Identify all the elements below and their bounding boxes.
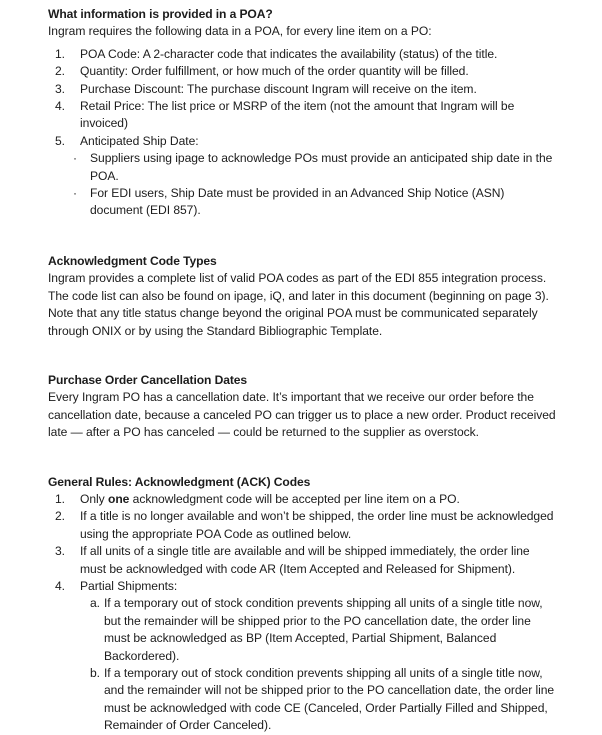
list-marker: b.	[90, 666, 100, 680]
spacer	[48, 237, 556, 253]
list-marker: 1.	[55, 491, 65, 506]
list-item	[90, 665, 556, 735]
list-item	[48, 578, 556, 595]
spacer	[48, 442, 556, 459]
bullet-dot-icon: ·	[73, 151, 77, 166]
spacer	[48, 357, 556, 372]
paragraph-po-cancellation-dates: Every Ingram PO has a cancellation date. It’s important that we receive our order before the cancellation date, because a canceled PO can trigger us to place a new order. Product received late — after a PO has canceled — could be returned to the supplier as overstock.	[48, 390, 556, 440]
list-item-text: If a title is no longer available and won’t be shipped, the order line must be acknowledged using the appropriate POA Code as outlined below.	[80, 509, 554, 541]
list-item	[48, 133, 556, 150]
list-marker: 2.	[55, 509, 65, 524]
section-heading-general-rules-ack-codes: General Rules: Acknowledgment (ACK) Codes	[48, 474, 311, 489]
paragraph-poa-intro: Ingram requires the following data in a POA, for every line item on a PO:	[48, 24, 432, 39]
list-marker: 3.	[55, 544, 65, 559]
list-item-text: If a temporary out of stock condition prevents shipping all units of a single title now, and the remainder will not be shipped prior to the PO cancellation date, the order line must be acknowledged with code CE (Canceled, Order Partially Filled and Shipped, Remainder of Order Canceled).	[104, 666, 555, 733]
rule-emphasis-one: one	[107, 491, 130, 506]
list-item-text	[80, 492, 460, 506]
rule-text-after-bold: acknowledgment code will be accepted per line item on a PO.	[129, 491, 460, 506]
list-item-text: Partial Shipments:	[80, 578, 178, 593]
section-heading-poa-info: What information is provided in a POA?	[48, 7, 273, 21]
list-item-text: Quantity: Order fulfillment, or how much of the order quantity will be filled.	[80, 64, 469, 79]
list-item-text: If a temporary out of stock condition prevents shipping all units of a single title now, but the remainder will be shipped prior to the PO cancellation date, the order line must be acknowledged as BP (Item Accepted, Partial Shipment, Balanced Backordered).	[104, 596, 543, 663]
list-item	[69, 185, 556, 220]
list-marker: a.	[90, 596, 100, 611]
list-item	[48, 98, 556, 133]
list-marker: 1.	[55, 46, 65, 61]
section-heading-po-cancellation-dates: Purchase Order Cancellation Dates	[48, 372, 248, 387]
list-item	[48, 543, 556, 578]
list-ship-date-bullets	[48, 150, 556, 220]
section-heading-ack-code-types: Acknowledgment Code Types	[48, 253, 217, 268]
list-marker: 3.	[55, 81, 65, 96]
list-item	[48, 491, 556, 508]
spacer	[48, 340, 556, 357]
spacer	[48, 220, 556, 237]
list-item-text: Purchase Discount: The purchase discount Ingram will receive on the item.	[80, 81, 477, 96]
bullet-dot-icon: ·	[73, 186, 77, 201]
document-content	[48, 6, 556, 735]
list-item-text: Anticipated Ship Date:	[80, 133, 199, 148]
list-item-text: If all units of a single title are available and will be shipped immediately, the order line must be acknowledged with code AR (Item Accepted and Released for Shipment).	[80, 544, 530, 576]
list-item-text: Suppliers using ipage to acknowledge POs must provide an anticipated ship date in the POA.	[90, 151, 553, 183]
list-general-rules	[48, 491, 556, 595]
list-item	[48, 81, 556, 98]
list-item-text: Retail Price: The list price or MSRP of the item (not the amount that Ingram will be invoiced)	[80, 99, 515, 131]
list-marker: 4.	[55, 578, 65, 593]
list-partial-shipments	[48, 595, 556, 734]
rule-text-before-bold: Only	[80, 491, 108, 506]
list-marker: 4.	[55, 99, 65, 114]
list-marker: 5.	[55, 133, 65, 148]
list-item	[90, 595, 556, 665]
list-item	[69, 150, 556, 185]
spacer	[48, 459, 556, 474]
list-item-text: POA Code: A 2-character code that indicates the availability (status) of the title.	[80, 46, 498, 61]
list-item	[48, 46, 556, 63]
list-poa-data-items	[48, 46, 556, 150]
list-item-text: For EDI users, Ship Date must be provided in an Advanced Ship Notice (ASN) document (EDI 857).	[90, 186, 505, 218]
list-item	[48, 63, 556, 80]
paragraph-ack-code-types: Ingram provides a complete list of valid POA codes as part of the EDI 855 integration process. The code list can also be found on ipage, iQ, and later in this document (beginning on page 3). Note that any title status change beyond the original POA must be communicated separately through ONIX or by using the Standard Bibliographic Template.	[48, 271, 549, 338]
list-marker: 2.	[55, 64, 65, 79]
list-item	[48, 508, 556, 543]
